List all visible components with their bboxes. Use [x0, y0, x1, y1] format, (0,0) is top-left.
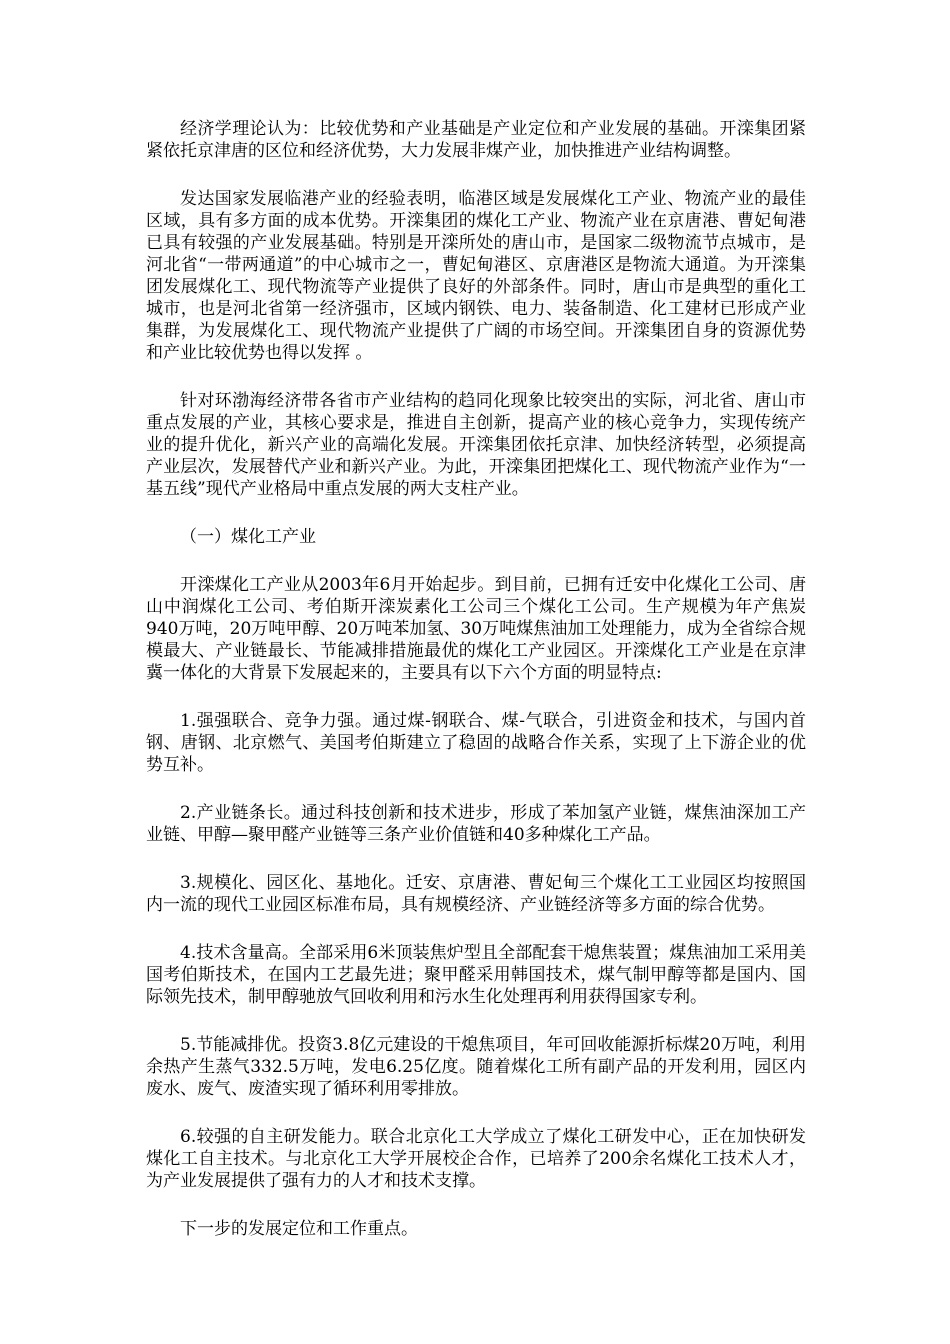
paragraph-next-steps: 下一步的发展定位和工作重点。 — [180, 1219, 418, 1239]
list-item-2: 2.产业链条长。通过科技创新和技术进步，形成了苯加氢产业链，煤焦油深加工产业链、甲醇—聚甲醛产业链等三条产业价值链和40多种煤化工产品。 — [146, 803, 806, 845]
paragraph-port-industry: 发达国家发展临港产业的经验表明，临港区域是发展煤化工产业、物流产业的最佳区域，具有多方面的成本优势。开滦集团的煤化工产业、物流产业在京唐港、曹妃甸港已具有较强的产业发展基础。特别是开滦所处的唐山市，是国家二级物流节点城市，是河北省“一带两通道”的中心城市之一，曹妃甸港区、京唐港区是物流大通道。为开滦集团发展煤化工、现代物流等产业提供了良好的外部条件。同时，唐山市是典型的重化工城市，也是河北省第一经济强市，区域内钢铁、电力、装备制造、化工建材已形成产业集群，为发展煤化工、现代物流产业提供了广阔的市场空间。开滦集团自身的资源优势和产业比较优势也得以发挥 。 — [146, 189, 806, 363]
list-item-6: 6.较强的自主研发能力。联合北京化工大学成立了煤化工研发中心，正在加快研发煤化工自主技术。与北京化工大学开展校企合作，已培养了200余名煤化工技术人才，为产业发展提供了强有力的人才和技术支撑。 — [146, 1127, 806, 1191]
section-heading-coal-chemical: （一）煤化工产业 — [180, 527, 316, 547]
list-item-1: 1.强强联合、竞争力强。通过煤-钢联合、煤-气联合，引进资金和技术，与国内首钢、唐钢、北京燃气、美国考伯斯建立了稳固的战略合作关系，实现了上下游企业的优势互补。 — [146, 711, 806, 775]
list-item-3: 3.规模化、园区化、基地化。迁安、京唐港、曹妃甸三个煤化工工业园区均按照国内一流的现代工业园区标准布局，具有规模经济、产业链经济等多方面的综合优势。 — [146, 873, 806, 915]
paragraph-economic-theory: 经济学理论认为：比较优势和产业基础是产业定位和产业发展的基础。开滦集团紧紧依托京津唐的区位和经济优势，大力发展非煤产业，加快推进产业结构调整。 — [146, 119, 806, 161]
paragraph-bohai-economy: 针对环渤海经济带各省市产业结构的趋同化现象比较突出的实际，河北省、唐山市重点发展的产业，其核心要求是，推进自主创新，提高产业的核心竞争力，实现传统产业的提升优化，新兴产业的高端化发展。开滦集团依托京津、加快经济转型，必须提高产业层次，发展替代产业和新兴产业。为此，开滦集团把煤化工、现代物流产业作为“一基五线”现代产业格局中重点发展的两大支柱产业。 — [146, 391, 806, 499]
document-body — [146, 118, 806, 1266]
paragraph-coal-chemical-overview: 开滦煤化工产业从2003年6月开始起步。到目前，已拥有迁安中化煤化工公司、唐山中润煤化工公司、考伯斯开滦炭素化工公司三个煤化工公司。生产规模为年产焦炭940万吨，20万吨甲醇、20万吨苯加氢、30万吨煤焦油加工处理能力，成为全省综合规模最大、产业链最长、节能减排措施最优的煤化工产业园区。开滦煤化工产业是在京津冀一体化的大背景下发展起来的，主要具有以下六个方面的明显特点: — [146, 575, 806, 683]
list-item-4: 4.技术含量高。全部采用6米顶装焦炉型且全部配套干熄焦装置；煤焦油加工采用美国考伯斯技术，在国内工艺最先进；聚甲醛采用韩国技术，煤气制甲醇等都是国内、国际领先技术，制甲醇驰放气回收利用和污水生化处理再利用获得国家专利。 — [146, 943, 806, 1007]
list-item-5: 5.节能减排优。投资3.8亿元建设的干熄焦项目，年可回收能源折标煤20万吨，利用余热产生蒸气332.5万吨，发电6.25亿度。随着煤化工所有副产品的开发利用，园区内废水、废气、废渣实现了循环利用零排放。 — [146, 1035, 806, 1099]
